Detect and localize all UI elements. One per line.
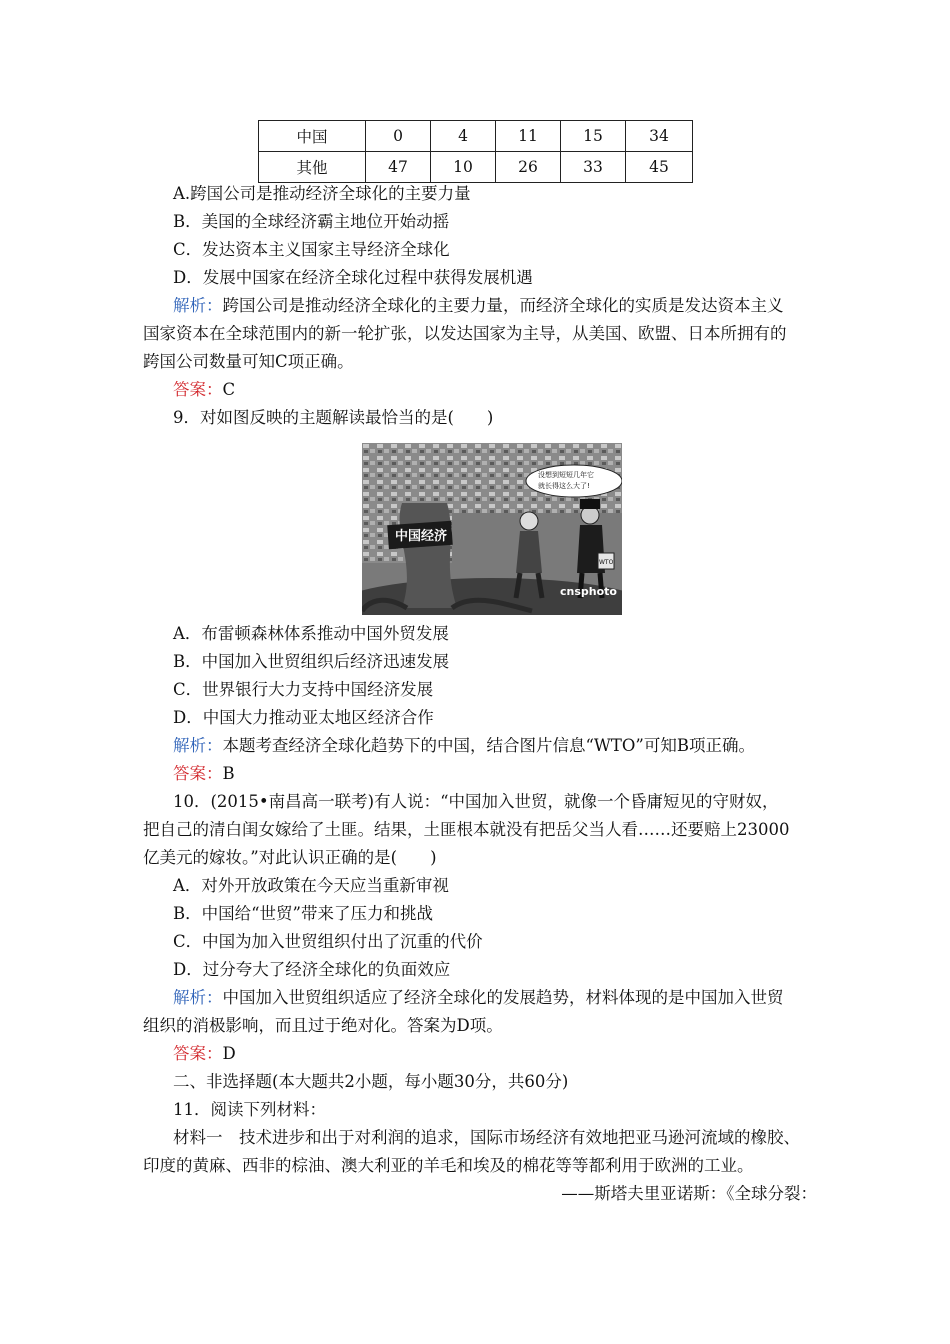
- q8-analysis: [173, 292, 784, 320]
- table-row: [259, 152, 693, 183]
- answer-value: C: [222, 380, 236, 399]
- q10-option-c: C．中国为加入世贸组织付出了沉重的代价: [173, 932, 483, 951]
- q8-analysis-line: 跨国公司数量可知C项正确。: [143, 352, 354, 371]
- q10-analysis-line: 组织的消极影响，而且过于绝对化。答案为D项。: [143, 1016, 503, 1035]
- q8-option-c: C．发达资本主义国家主导经济全球化: [173, 240, 450, 259]
- q10-stem: 10．(2015•南昌高一联考)有人说：“中国加入世贸，就像一个昏庸短见的守财奴，: [173, 792, 779, 811]
- answer-value: D: [222, 1044, 236, 1063]
- table-cell: 其他: [259, 152, 366, 183]
- q8-option-a: A.跨国公司是推动经济全球化的主要力量: [173, 184, 471, 203]
- q9-answer: [173, 760, 235, 788]
- q9-analysis: [173, 732, 755, 760]
- q11-stem: 11．阅读下列材料：: [173, 1100, 326, 1119]
- analysis-label: 解析：: [173, 296, 223, 315]
- table-cell: 10: [431, 152, 496, 183]
- q8-option-d: D．发展中国家在经济全球化过程中获得发展机遇: [173, 268, 533, 287]
- q9-stem: 9．对如图反映的主题解读最恰当的是( ): [173, 408, 494, 427]
- answer-label: 答案：: [173, 380, 223, 399]
- watermark: cnsphoto: [560, 585, 617, 598]
- table-cell: 中国: [259, 121, 366, 152]
- answer-label: 答案：: [173, 1044, 223, 1063]
- analysis-label: 解析：: [173, 736, 223, 755]
- q10-answer: [173, 1040, 236, 1068]
- answer-label: 答案：: [173, 764, 223, 783]
- q11-attribution: ——斯塔夫里亚诺斯：《全球分裂：: [561, 1184, 817, 1203]
- q10-option-b: B．中国给“世贸”带来了压力和挑战: [173, 904, 433, 923]
- q9-option-a: A．布雷顿森林体系推动中国外贸发展: [173, 624, 449, 643]
- q10-analysis: [173, 984, 784, 1012]
- table-cell: 11: [496, 121, 561, 152]
- q10-stem-line: 亿美元的嫁妆。”对此认识正确的是( ): [143, 848, 437, 867]
- bag-label: WTO: [599, 559, 614, 566]
- q8-option-b: B．美国的全球经济霸主地位开始动摇: [173, 212, 450, 231]
- table-cell: 34: [626, 121, 693, 152]
- cartoon-figure: [362, 443, 622, 615]
- q9-option-d: D．中国大力推动亚太地区经济合作: [173, 708, 434, 727]
- table-cell: 15: [561, 121, 626, 152]
- analysis-text: 跨国公司是推动经济全球化的主要力量，而经济全球化的实质是发达资本主义: [222, 296, 784, 315]
- q8-answer: [173, 376, 235, 404]
- q11-material: 材料一 技术进步和出于对利润的追求，国际市场经济有效地把亚马逊河流域的橡胶、: [173, 1128, 800, 1147]
- q9-option-b: B．中国加入世贸组织后经济迅速发展: [173, 652, 450, 671]
- analysis-label: 解析：: [173, 988, 223, 1007]
- answer-value: B: [222, 764, 235, 783]
- table-cell: 0: [366, 121, 431, 152]
- table-cell: 4: [431, 121, 496, 152]
- q10-option-a: A．对外开放政策在今天应当重新审视: [173, 876, 449, 895]
- speech-line: 就长得这么大了!: [538, 482, 590, 490]
- section-heading: 二、非选择题(本大题共2小题，每小题30分，共60分): [173, 1072, 569, 1091]
- table-row: [259, 121, 693, 152]
- q9-option-c: C．世界银行大力支持中国经济发展: [173, 680, 434, 699]
- cartoon-image: [362, 443, 622, 615]
- q10-stem-line: 把自己的清白闺女嫁给了土匪。结果，土匪根本就没有把岳父当人看……还要赔上23000: [143, 820, 790, 839]
- analysis-text: 本题考查经济全球化趋势下的中国，结合图片信息“WTO”可知B项正确。: [222, 736, 755, 755]
- q11-material-line: 印度的黄麻、西非的棕油、澳大利亚的羊毛和埃及的棉花等等都利用于欧洲的工业。: [143, 1156, 754, 1175]
- table-cell: 47: [366, 152, 431, 183]
- data-table: [258, 120, 693, 183]
- q8-analysis-line: 国家资本在全球范围内的新一轮扩张，以发达国家为主导，从美国、欧盟、日本所拥有的: [143, 324, 787, 343]
- table-cell: 33: [561, 152, 626, 183]
- trunk-label: 中国经济: [395, 529, 448, 544]
- analysis-text: 中国加入世贸组织适应了经济全球化的发展趋势，材料体现的是中国加入世贸: [222, 988, 784, 1007]
- table-cell: 45: [626, 152, 693, 183]
- speech-line: 没想到短短几年它: [538, 471, 594, 479]
- table-cell: 26: [496, 152, 561, 183]
- q10-option-d: D．过分夸大了经济全球化的负面效应: [173, 960, 451, 979]
